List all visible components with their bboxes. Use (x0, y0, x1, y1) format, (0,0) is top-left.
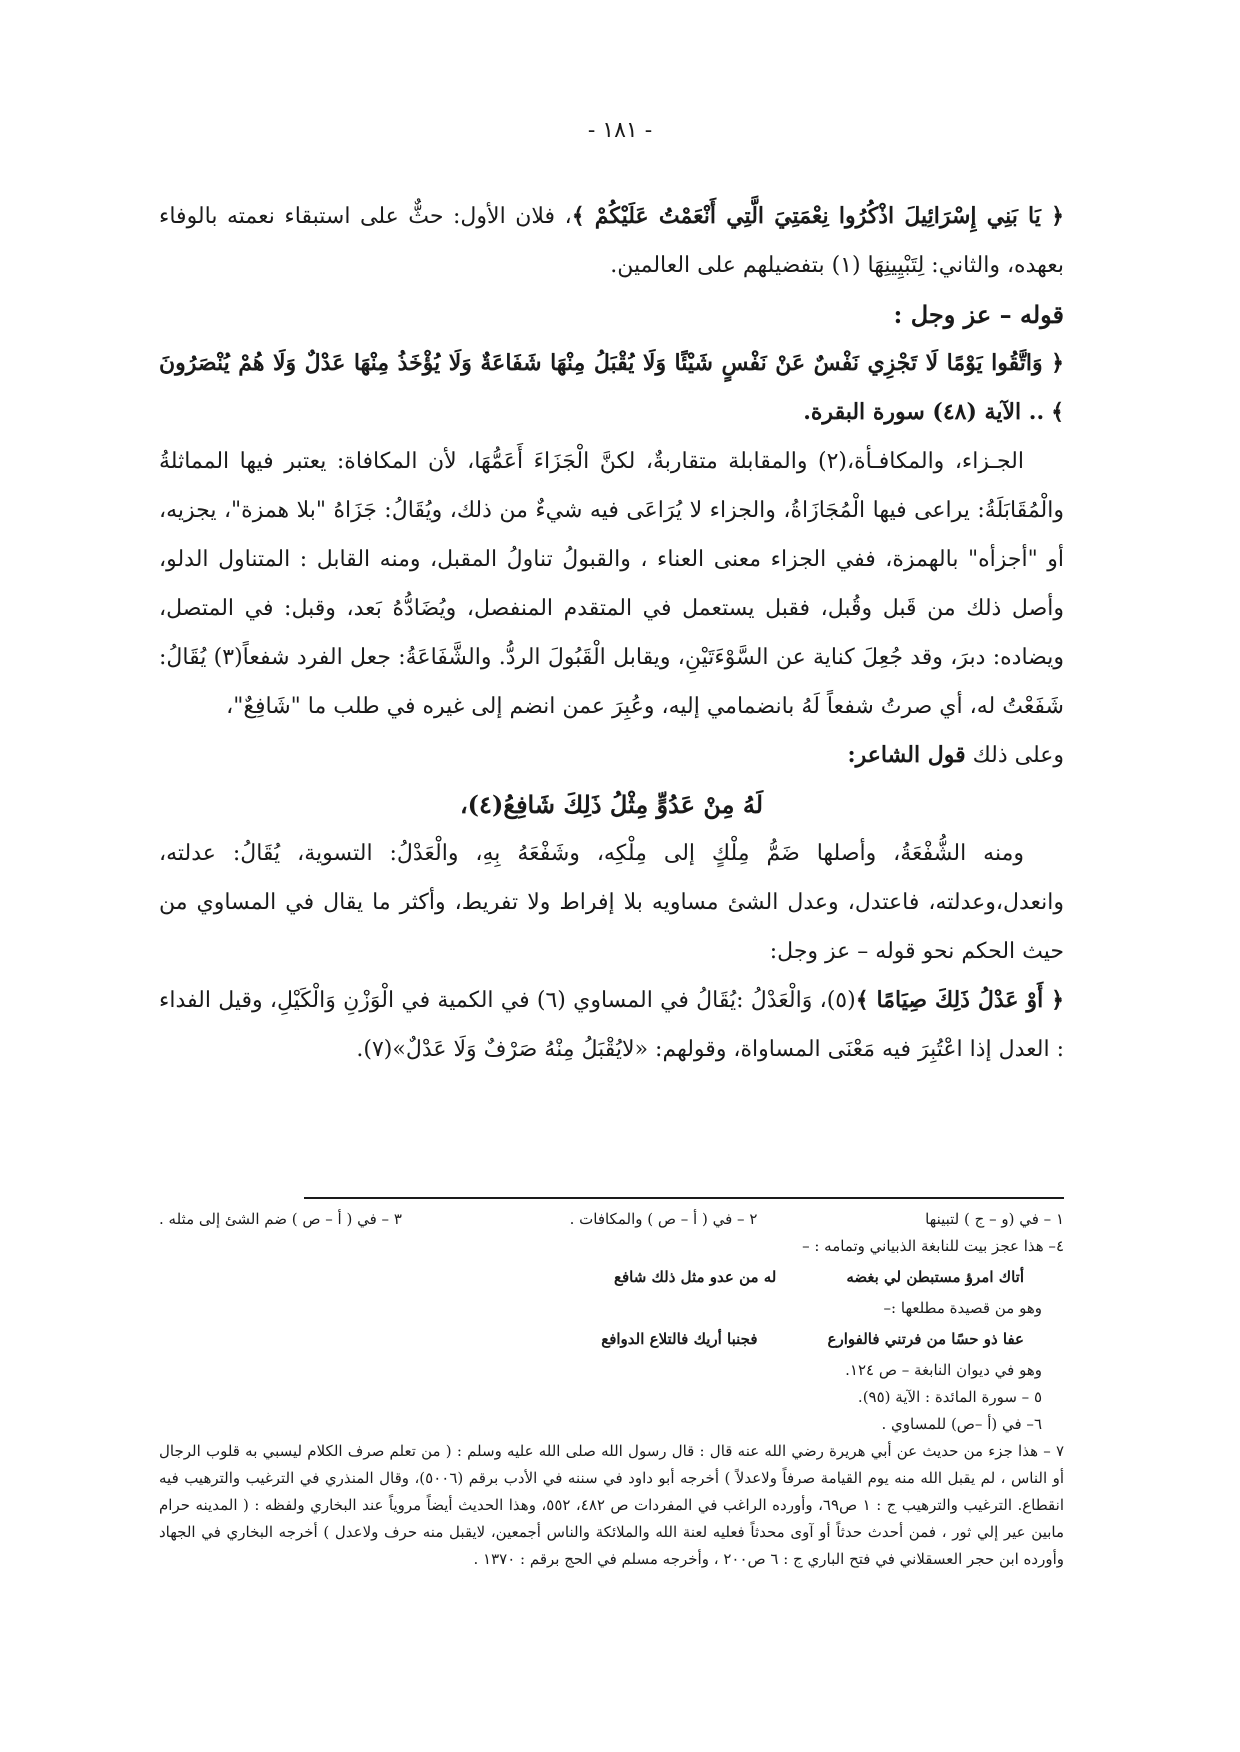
verse-reference: .. الآية (٤٨) سورة البقرة. (803, 399, 1045, 425)
paragraph-4 (159, 976, 1064, 1074)
paragraph-1 (159, 192, 1064, 290)
quran-verse: ﴿ يَا بَنِي إِسْرَائِيلَ اذْكُرُوا نِعْمَتِيَ الَّتِي أَنْعَمْتُ عَلَيْكُمْ ﴾ (571, 203, 1064, 229)
page-number: - ١٨١ - (587, 118, 653, 143)
paragraph-2: الجـزاء، والمكافـأة،(٢) والمقابلة متقاربةٌ، لكنَّ الْجَزَاءَ أَعَمُّهَا، لأن المكافاة: يعتبر فيها المماثلةُ والْمُقَابَلَةُ: يراعى فيها الْمُجَازَاةُ، والجزاء لا يُرَاعَى فيه شيءٌ من ذلك، ويُقَالُ: جَزَاهُ "بلا همزة"، يجزيه، أو "أجزأه" بالهمزة، ففي الجزاء معنى العناء ، والقبولُ تناولُ المقبل، ومنه القابل : المتناول الدلو، وأصل ذلك من قَبل وقُبل، فقبل يستعمل في المتقدم المنفصل، ويُضَادُّهُ بَعد، وقبل: في المتصل، ويضاده: دبرَ، وقد جُعِلَ كناية عن السَّوْءَتَيْنِ، ويقابل الْقَبُولَ الردُّ. والشَّفَاعَةُ: جعل الفرد شفعاً(٣) يُقَالُ: شَفَعْتُ له، أي صرتُ شفعاً لَهُ بانضمامي إليه، وعُبِرَ عمن انضم إلى غيره في طلب ما "شَافِعٌ"، (159, 449, 1064, 719)
section-heading: قوله – عز وجل : (893, 300, 1064, 329)
main-text (159, 192, 1064, 1074)
footnote-4-source: وهو في ديوان النابغة – ص ١٢٤. (845, 1361, 1042, 1379)
footnote-6: ٦– في (أ –ص) للمساوي . (881, 1415, 1042, 1433)
footnote-5: ٥ – سورة المائدة : الآية (٩٥). (857, 1388, 1042, 1406)
footnote-poem-verse (159, 1326, 1064, 1353)
footnote-4-intro: وهو من قصيدة مطلعها :– (883, 1299, 1042, 1317)
footnote-4: ٤– هذا عجز بيت للنابغة الذبياني وتمامه : – (802, 1237, 1064, 1255)
footnote-poem-verse (159, 1264, 1064, 1291)
poet-label: قول الشاعر: (847, 742, 966, 768)
hemistich: عفا ذو حسًا من فرتني فالفوارع (827, 1330, 1024, 1348)
footnote-7: ٧ – هذا جزء من حديث عن أبي هريرة رضي الله عنه قال : قال رسول الله صلى الله عليه وسلم : ( من تعلم صرف الكلام ليسبي به قلوب الرجال أو الناس ، لم يقبل الله منه يوم القيامة صرفاً ولاعدلاً ) أخرجه أبو داود في سننه في الأدب برقم (٥٠٠٦)، وقال المنذري في الترغيب والترهيب فيه انقطاع. الترغيب والترهيب ج : ١ ص٦٩، وأورده الراغب في المفردات ص ٤٨٢، ٥٥٢، وهذا الحديث أيضاً مروياً عند البخاري ولفظه : ( المدينه حرام مابين عير إلي ثور ، فمن أحدث حدثاً أو آوى محدثاً فعليه لعنة الله والملائكة والناس أجمعين، لايقبل منه حرف ولاعدل ) أخرجه البخاري في الجهاد وأورده ابن حجر العسقلاني في فتح الباري ج : ٦ ص٢٠٠ ، وأخرجه مسلم في الحج برقم : ١٣٧٠ . (159, 1442, 1064, 1568)
footnote-1: ١ – في (و – ج ) لتبينها (925, 1210, 1064, 1228)
footnotes (159, 1206, 1064, 1573)
paragraph-3: ومنه الشُّفْعَةُ، وأصلها ضَمُّ مِلْكٍ إلى مِلْكِه، وشَفْعَهُ بِهِ، والْعَدْلُ: التسوية، يُقَالُ: عدلته، وانعدل،وعدلته، فاعتدل، وعدل الشئ مساويه بلا إفراط ولا تفريط، وأكثر ما يقال في المساوي من حيث الحكم نحو قوله – عز وجل: (159, 841, 1064, 964)
paragraph-text: ، فلان الأول: حثٌّ على استبقاء نعمته بالوفاء بعهده، والثاني: لِتَبْيِينِهَا (١) بتفضيلهم على العالمين. (159, 204, 1064, 278)
footnote-divider (304, 1197, 1064, 1199)
quran-verse: ﴿ أَوْ عَدْلُ ذَلِكَ صِيَامًا ﴾ (855, 987, 1065, 1013)
paragraph-text: وعلى ذلك (965, 743, 1064, 768)
footnote-3: ٣ – في ( أ – ص ) ضم الشئ إلى مثله . (159, 1210, 402, 1228)
footnote-2: ٢ – في ( أ – ص ) والمكافات . (569, 1210, 758, 1228)
footnote-row (159, 1206, 1064, 1233)
hemistich: أتاك امرؤ مستبطن لي بغضه (846, 1268, 1024, 1286)
paragraph-2-end (159, 731, 1064, 780)
poem-line: لَهُ مِنْ عَدُوٍّ مِثْلُ ذَلِكَ شَافِعُ(٤)، (459, 790, 764, 819)
quran-verse: ﴿ وَاتَّقُوا يَوْمًا لَا تَجْزِي نَفْسٌ عَنْ نَفْسٍ شَيْئًا وَلَا يُقْبَلُ مِنْهَا شَفَاعَةٌ وَلَا يُؤْخَذُ مِنْهَا عَدْلٌ وَلَا هُمْ يُنْصَرُونَ ﴾ (159, 350, 1064, 425)
hemistich: له من عدو مثل ذلك شافع (614, 1268, 777, 1286)
hemistich: فجنبا أريك فالتلاع الدوافع (601, 1330, 758, 1348)
verse-block (159, 339, 1064, 437)
paragraph-text: (٥)، وَالْعَدْلُ :يُقَالُ في المساوي (٦) في الكمية في الْوَزْنِ وَالْكَيْلِ، وقيل الفداء : العدل إذا اعْتُبِرَ فيه مَعْنَى المساواة، وقولهم: «لايُقْبَلُ مِنْهُ صَرْفٌ وَلَا عَدْلٌ»(٧). (159, 988, 1064, 1062)
